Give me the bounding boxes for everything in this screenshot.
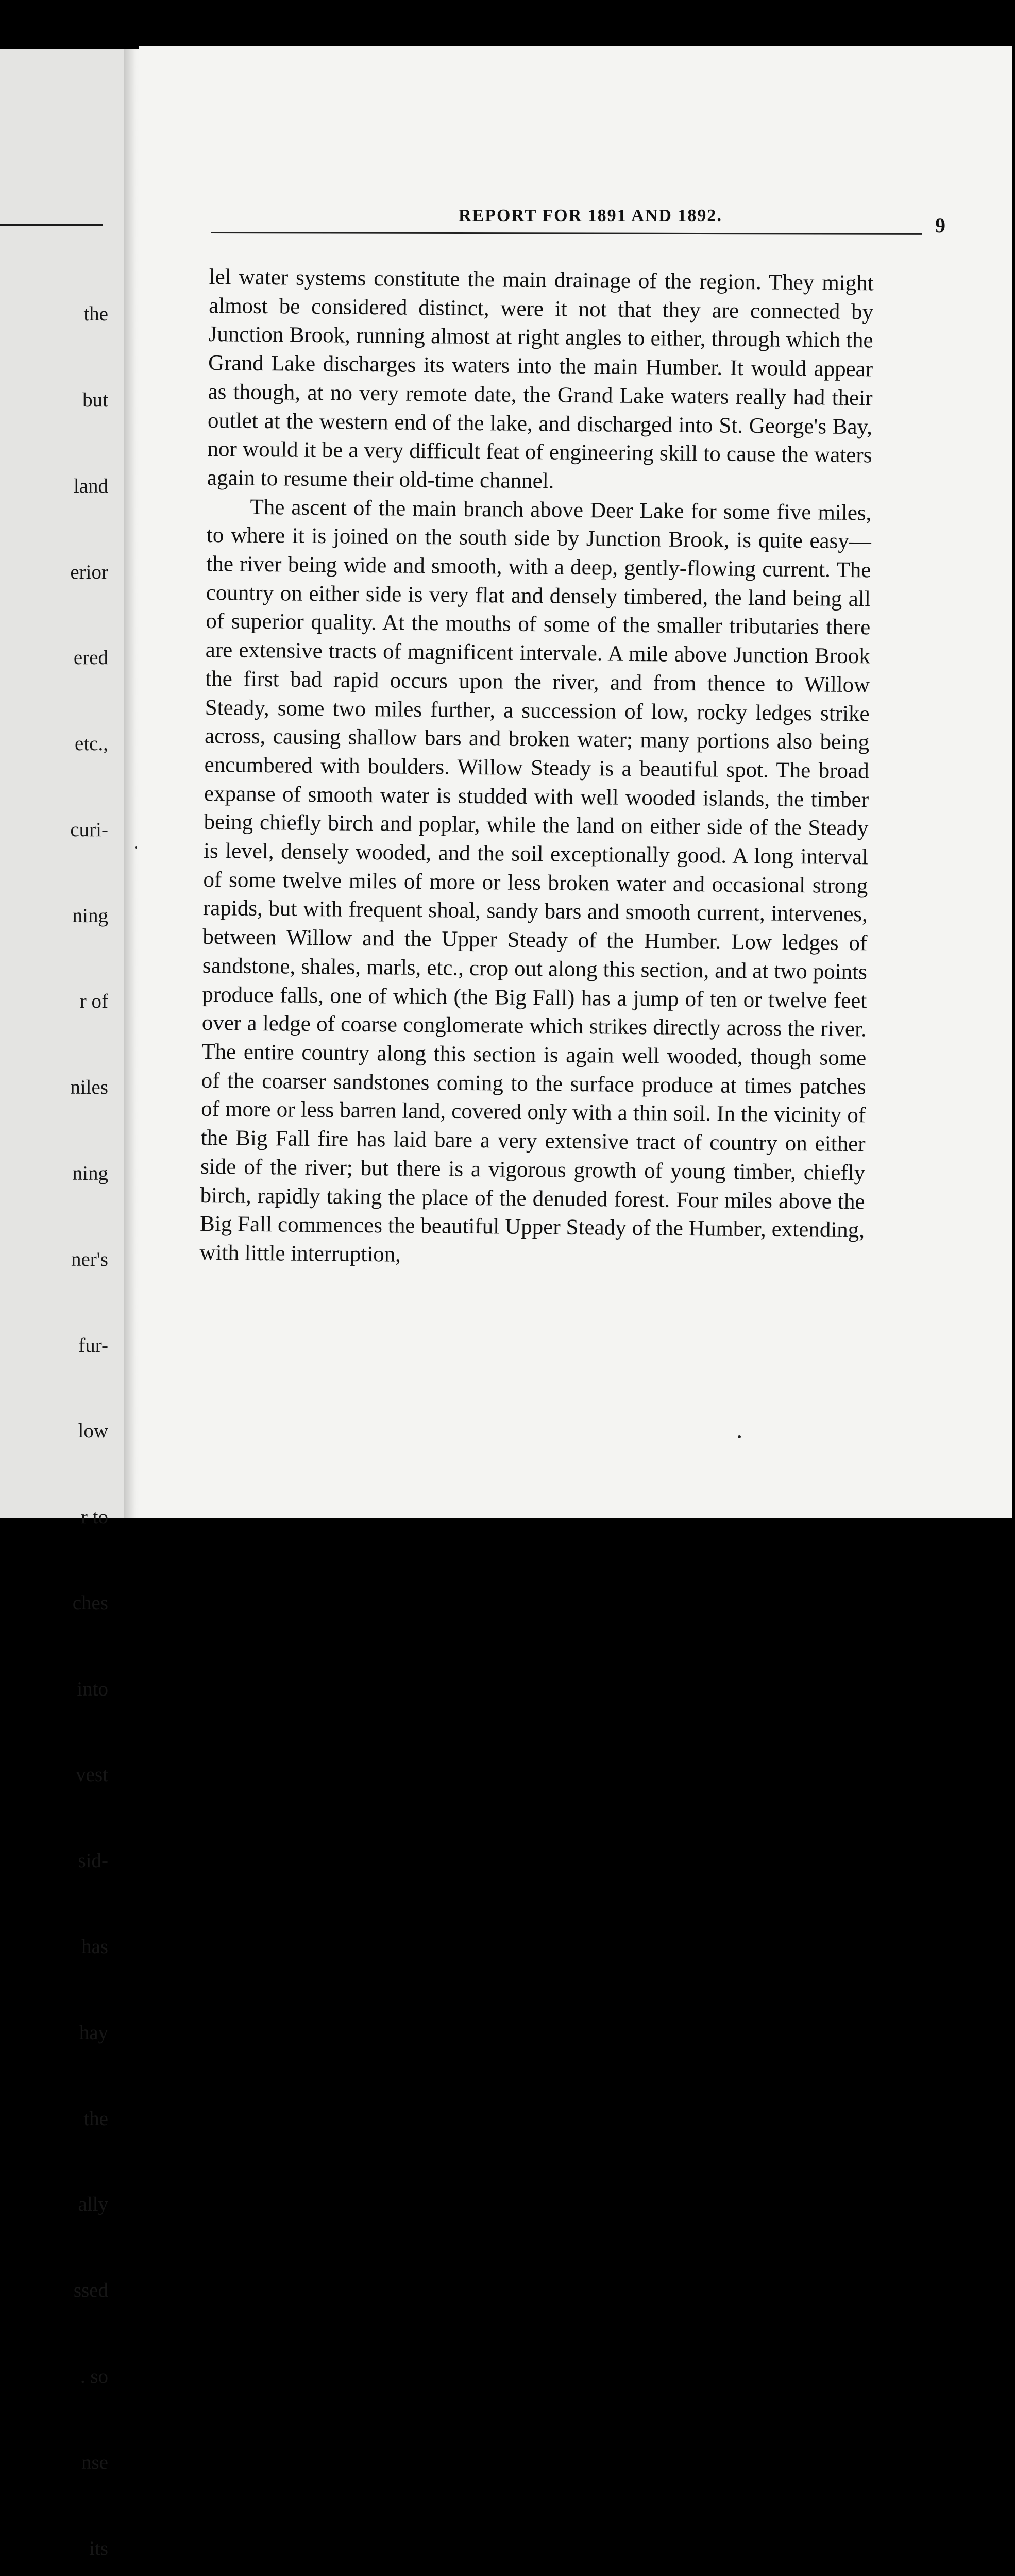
previous-page-line: fur- bbox=[78, 1334, 108, 1357]
previous-page-line: ning bbox=[72, 1162, 108, 1184]
ink-speck bbox=[738, 1435, 741, 1438]
ink-speck bbox=[135, 846, 137, 849]
previous-page-line: but bbox=[82, 388, 108, 411]
paragraph: The ascent of the main branch above Deer Lake for some five miles, to where it is joined on the south side by Junction Brook, is quite easy—the river being wide and smooth, with a deep, gently-flowing current. The country on either side is very flat and densely timbered, the land being all of superior quality. At the mouths of some of the smaller tributaries there are extensive tracts of magnificent intervale. A mile above Junction Brook the first bad rapid occurs upon the river, and from thence to Willow Steady, some two miles further, a succession of low, rocky ledges strike across, causing shallow bars and broken water; many portions also being encumbered with boulders. Willow Steady is a beautiful spot. The broad expanse of smooth water is studded with well wooded islands, the timber being chiefly birch and poplar, while the land on either side of the Steady is level, densely wooded, and the soil exceptionally good. A long interval of some twelve miles of more or less broken water and occasional strong rapids, but with frequent shoal, sandy bars and smooth current, intervenes, between Willow and the Upper Steady of the Humber. Low ledges of sandstone, shales, marls, etc., crop out along this section, and at two points produce falls, one of which (the Big Fall) has a jump of ten or twelve feet over a ledge of coarse conglomerate which strikes directly across the river. The entire country along this section is again well wooded, though some of the coarser sandstones coming to the surface produce at times patches of more or less barren land, covered only with a thin soil. In the vicinity of the Big Fall fire has laid bare a very extensive tract of country on either side of the river; but there is a vigorous growth of young timber, chiefly birch, rapidly taking the place of the denuded forest. Four miles above the Big Fall commences the beautiful Upper Steady of the Humber, extending, with little interruption, bbox=[199, 495, 872, 1267]
previous-page-line: low bbox=[78, 1420, 108, 1443]
paragraph: lel water systems constitute the main drainage of the region. They might almost be considered distinct, were it not that they are connected by Junction Brook, running almost at right angles to either, through which the Grand Lake discharges its waters into the main Humber. It would appear as though, at no very remote date, the Grand Lake waters really had their outlet at the western end of the lake, and discharged into St. George's Bay, nor would it be a very difficult feat of engineering skill to cause the waters again to resume their old-time channel. bbox=[207, 264, 874, 494]
previous-page-line: etc., bbox=[75, 733, 108, 755]
previous-page-line: the bbox=[83, 303, 108, 326]
previous-page-line: the bbox=[83, 2107, 108, 2130]
previous-page-line: vest bbox=[76, 1764, 108, 1786]
running-title: REPORT FOR 1891 AND 1892. bbox=[459, 206, 722, 225]
previous-page-line: its bbox=[89, 2537, 108, 2560]
previous-page-header-rule bbox=[0, 224, 103, 226]
previous-page-line: ered bbox=[73, 647, 108, 669]
body-text bbox=[199, 263, 874, 1274]
previous-page-line: niles bbox=[70, 1076, 108, 1099]
previous-page-line: curi- bbox=[70, 818, 108, 841]
previous-page-line: r to bbox=[80, 1506, 108, 1529]
previous-page-line: land bbox=[73, 474, 108, 497]
running-header bbox=[211, 206, 1015, 237]
page bbox=[139, 46, 1012, 1518]
previous-page-line: hay bbox=[79, 2021, 108, 2044]
previous-page-line: r of bbox=[79, 990, 108, 1013]
previous-page-fragment bbox=[0, 49, 124, 2560]
previous-page-line: . so bbox=[80, 2365, 108, 2387]
previous-page-line: ning bbox=[72, 904, 108, 927]
previous-page-line: ally bbox=[78, 2193, 108, 2216]
previous-page-line: into bbox=[77, 1677, 108, 1700]
previous-page-line: nse bbox=[81, 2451, 108, 2473]
previous-page-line: ssed bbox=[73, 2279, 108, 2302]
page-number: 9 bbox=[935, 214, 945, 237]
header-rule bbox=[211, 232, 922, 235]
previous-page-line: ches bbox=[72, 1591, 108, 1614]
previous-page-line: sid- bbox=[78, 1850, 108, 1872]
previous-page-text bbox=[0, 243, 108, 2576]
previous-page-line: erior bbox=[70, 561, 108, 583]
previous-page-line: ner's bbox=[71, 1248, 108, 1270]
previous-page-line: has bbox=[81, 1936, 108, 1958]
